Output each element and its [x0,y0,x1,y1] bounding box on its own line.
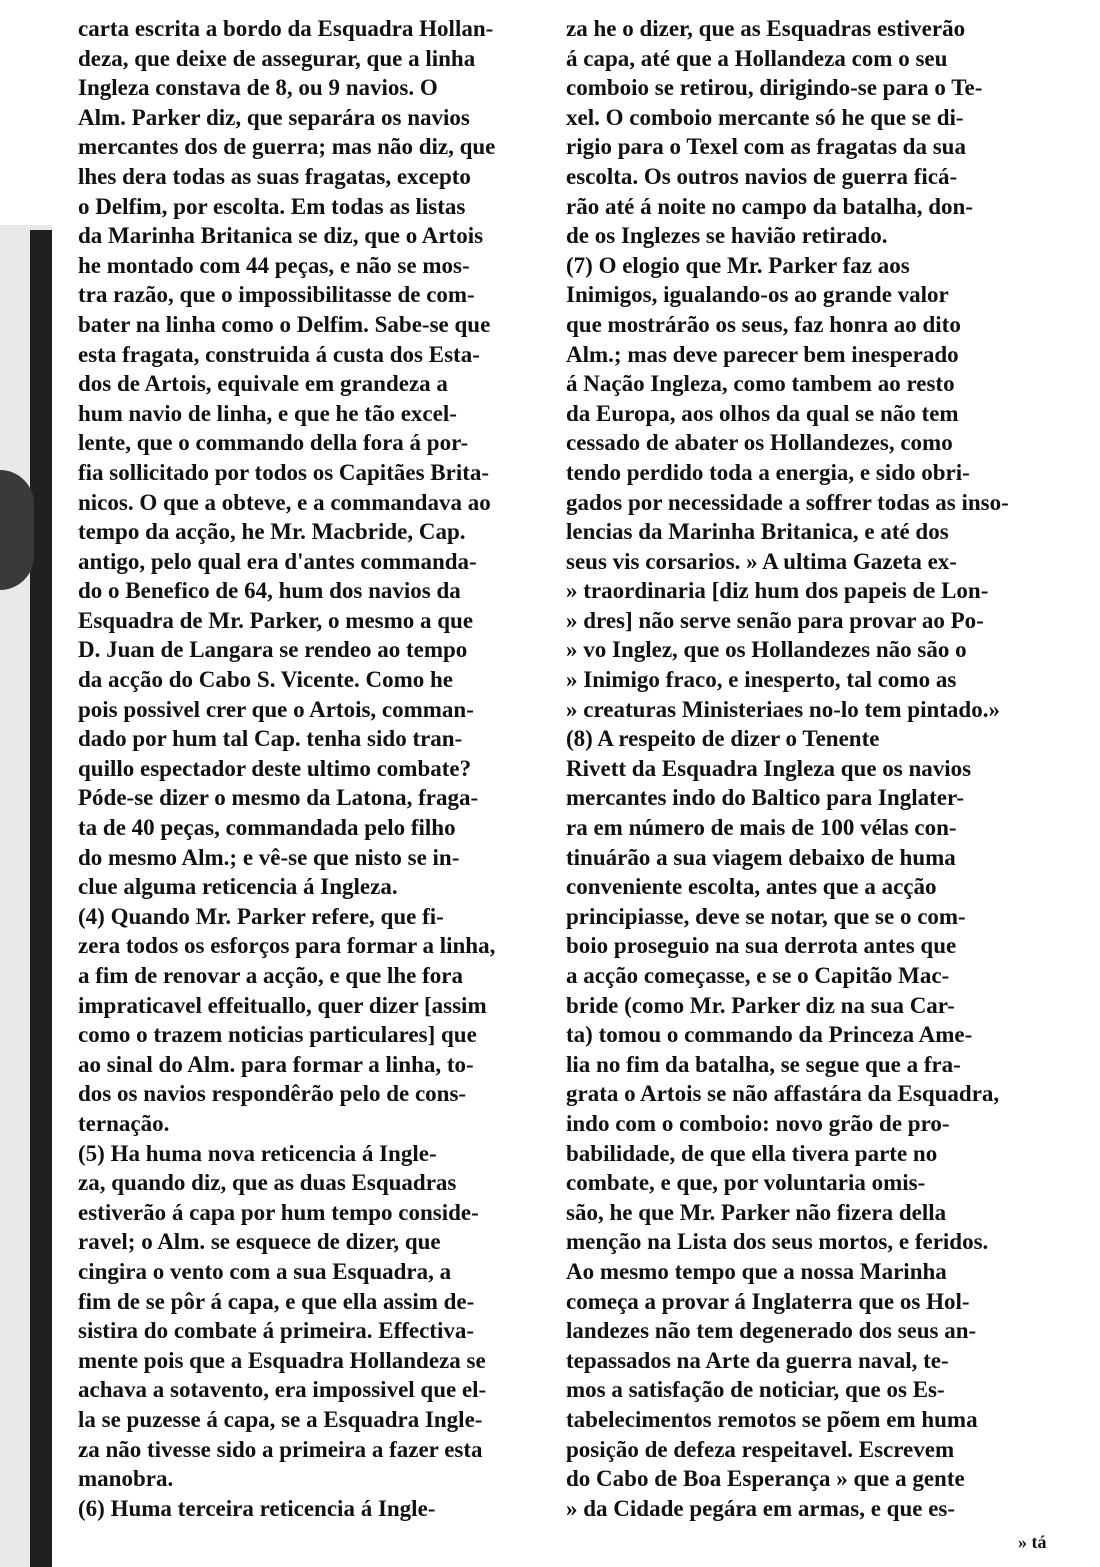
left-column-line: fia sollicitado por todos os Capitães Brita- [78,459,490,485]
left-column-line: ternação. [78,1110,170,1136]
left-column-line: o Delfim, por escolta. Em todas as listas [78,193,466,219]
left-column-line: zera todos os esforços para formar a linha, [78,933,496,959]
right-column-line: tabelecimentos remotos se põem em huma [566,1406,978,1432]
right-column-line: tinuárão a sua viagem debaixo de huma [566,844,956,870]
right-column-line: za he o dizer, que as Esquadras estiverão [566,16,966,41]
left-column-line: dos de Artois, equivale em grandeza a [78,371,448,397]
left-column-line: (4) Quando Mr. Parker refere, que fi- [78,903,444,929]
right-column-line: Alm.; mas deve parecer bem inesperado [566,341,959,367]
right-column-line: combate, e que, por voluntaria omis- [566,1170,926,1196]
right-column-line: escolta. Os outros navios de guerra ficá- [566,163,958,189]
right-column-line: á Nação Ingleza, como tambem ao resto [566,371,955,397]
right-column-line: » dres] não serve senão para provar ao Po- [566,607,984,633]
left-column-line: bater na linha como o Delfim. Sabe-se que [78,311,491,337]
left-column-line: ta de 40 peças, commandada pelo filho [78,815,456,841]
right-column-line: conveniente escolta, antes que a acção [566,874,937,900]
left-column-line: do mesmo Alm.; e vê-se que nisto se in- [78,844,460,870]
left-column-line: D. Juan de Langara se rendeo ao tempo [78,637,468,663]
right-column-line: são, he que Mr. Parker não fizera della [566,1199,947,1225]
right-column-line: lencias da Marinha Britanica, e até dos [566,519,949,545]
right-column-line: rigio para o Texel com as fragatas da sua [566,134,966,160]
right-column-line: xel. O comboio mercante só he que se di- [566,104,964,130]
right-column-line: de os Inglezes se havião retirado. [566,223,888,249]
left-column-line: dado por hum tal Cap. tenha sido tran- [78,726,463,752]
left-column-line: manobra. [78,1466,174,1492]
right-column-line: (8) A respeito de dizer o Tenente [566,726,880,752]
right-column-line: á capa, até que a Hollandeza com o seu [566,45,948,71]
left-column-line: quillo espectador deste ultimo combate? [78,755,472,781]
right-column-line: grata o Artois se não affastára da Esquadra, [566,1081,1000,1107]
right-column-line: começa a provar á Inglaterra que os Hol- [566,1288,970,1314]
right-column-line: posição de defeza respeitavel. Escrevem [566,1436,955,1462]
scan-edge-blot [0,470,34,590]
left-column-line: da acção do Cabo S. Vicente. Como he [78,667,454,693]
right-column-line: indo com o comboio: novo grão de pro- [566,1110,950,1136]
left-column-line: carta escrita a bordo da Esquadra Hollan- [78,16,494,41]
left-column-line: (5) Ha huma nova reticencia á Ingle- [78,1140,437,1166]
right-column-line: tepassados na Arte da guerra naval, te- [566,1347,949,1373]
right-column-line: (7) O elogio que Mr. Parker faz aos [566,252,910,278]
left-column-line: ravel; o Alm. se esquece de dizer, que [78,1229,441,1255]
left-column-line: he montado com 44 peças, e não se mos- [78,252,470,278]
page-end-catchword: » tá [1018,1532,1047,1552]
left-column-line: mente pois que a Esquadra Hollandeza se [78,1347,486,1373]
left-column-line: Esquadra de Mr. Parker, o mesmo a que [78,607,474,633]
right-column-line: principiasse, deve se notar, que se o com- [566,903,966,929]
right-column-line: tendo perdido toda a energia, e sido obri- [566,459,970,485]
left-column-line: Alm. Parker diz, que separára os navios [78,104,470,130]
left-column-line: sistira do combate á primeira. Effectiva- [78,1318,475,1344]
right-column-line: boio proseguio na sua derrota antes que [566,933,957,959]
right-column-line: lia no fim da batalha, se segue que a fra- [566,1051,961,1077]
left-column-line: antigo, pelo qual era d'antes commanda- [78,548,477,574]
left-column-line: mercantes dos de guerra; mas não diz, que [78,134,496,160]
right-column-line: cessado de abater os Hollandezes, como [566,430,953,456]
right-column-line: ra em número de mais de 100 vélas con- [566,815,957,841]
right-column-line: comboio se retirou, dirigindo-se para o Te- [566,75,983,101]
right-column-line: bride (como Mr. Parker diz na sua Car- [566,992,955,1018]
right-text-column [566,14,1046,1523]
right-column-line: da Europa, aos olhos da qual se não tem [566,400,959,426]
right-column-line: landezes não tem degenerado dos seus an- [566,1318,977,1344]
right-column-line: Ao mesmo tempo que a nossa Marinha [566,1258,947,1284]
right-column-line: Inimigos, igualando-os ao grande valor [566,282,949,308]
left-column-line: clue alguma reticencia á Ingleza. [78,874,398,900]
right-column-line: Rivett da Esquadra Ingleza que os navios [566,755,972,781]
left-column-line: hum navio de linha, e que he tão excel- [78,400,457,426]
right-column-line: » creaturas Ministeriaes no-lo tem pintado.» [566,696,1000,722]
left-column-line: deza, que deixe de assegurar, que a linha [78,45,476,71]
left-column-line: impraticavel effeituallo, quer dizer [assim [78,992,487,1018]
left-column-line: pois possivel crer que o Artois, comman- [78,696,474,722]
right-column-line: » Inimigo fraco, e inesperto, tal como as [566,667,957,693]
left-column-line: achava a sotavento, era impossivel que el- [78,1377,487,1403]
right-column-line: » da Cidade pegára em armas, e que es- [566,1495,956,1521]
left-column-line: la se puzesse á capa, se a Esquadra Ingle- [78,1406,483,1432]
right-column-line: que mostrárão os seus, faz honra ao dito [566,311,961,337]
right-column-line: » vo Inglez, que os Hollandezes não são o [566,637,967,663]
left-column-line: Póde-se dizer o mesmo da Latona, fraga- [78,785,479,811]
left-column-line: ao sinal do Alm. para formar a linha, to- [78,1051,474,1077]
left-column-line: lhes dera todas as suas fragatas, excepto [78,163,471,189]
left-column-line: nicos. O que a obteve, e a commandava ao [78,489,491,515]
left-text-column [78,14,550,1523]
left-column-line: do o Benefico de 64, hum dos navios da [78,578,461,604]
left-column-line: (6) Huma terceira reticencia á Ingle- [78,1495,436,1521]
right-column-line: do Cabo de Boa Esperança » que a gente [566,1466,965,1492]
left-column-line: za não tivesse sido a primeira a fazer esta [78,1436,483,1462]
right-column-line: menção na Lista dos seus mortos, e feridos. [566,1229,989,1255]
right-column-line: seus vis corsarios. » A ultima Gazeta ex- [566,548,957,574]
left-column-line: a fim de renovar a acção, e que lhe fora [78,963,463,988]
left-column-line: lente, que o commando della fora á por- [78,430,469,456]
right-column-line: ta) tomou o commando da Princeza Ame- [566,1022,973,1048]
left-column-line: dos os navios respondêrão pelo de cons- [78,1081,467,1107]
left-column-line: fim de se pôr á capa, e que ella assim de- [78,1288,475,1314]
scan-edge-border [30,230,52,1567]
left-column-line: da Marinha Britanica se diz, que o Artois [78,223,484,249]
left-column-line: cingira o vento com a sua Esquadra, a [78,1258,452,1284]
right-column-line: rão até á noite no campo da batalha, don- [566,193,973,219]
right-column-line: gados por necessidade a soffrer todas as inso- [566,489,1009,515]
left-column-line: tra razão, que o impossibilitasse de com- [78,282,475,308]
left-column-line: za, quando diz, que as duas Esquadras [78,1170,457,1196]
right-column-line: a acção começasse, e se o Capitão Mac- [566,963,950,988]
left-column-line: como o trazem noticias particulares] que [78,1022,477,1048]
left-column-line: estiverão á capa por hum tempo conside- [78,1199,479,1225]
right-column-line: » traordinaria [diz hum dos papeis de Lon- [566,578,989,604]
right-column-line: babilidade, de que ella tivera parte no [566,1140,938,1166]
left-column-line: tempo da acção, he Mr. Macbride, Cap. [78,519,466,545]
right-column-line: mercantes indo do Baltico para Inglater- [566,785,964,811]
left-column-line: esta fragata, construida á custa dos Esta- [78,341,480,367]
left-column-line: Ingleza constava de 8, ou 9 navios. O [78,75,438,101]
right-column-line: mos a satisfação de noticiar, que os Es- [566,1377,945,1403]
